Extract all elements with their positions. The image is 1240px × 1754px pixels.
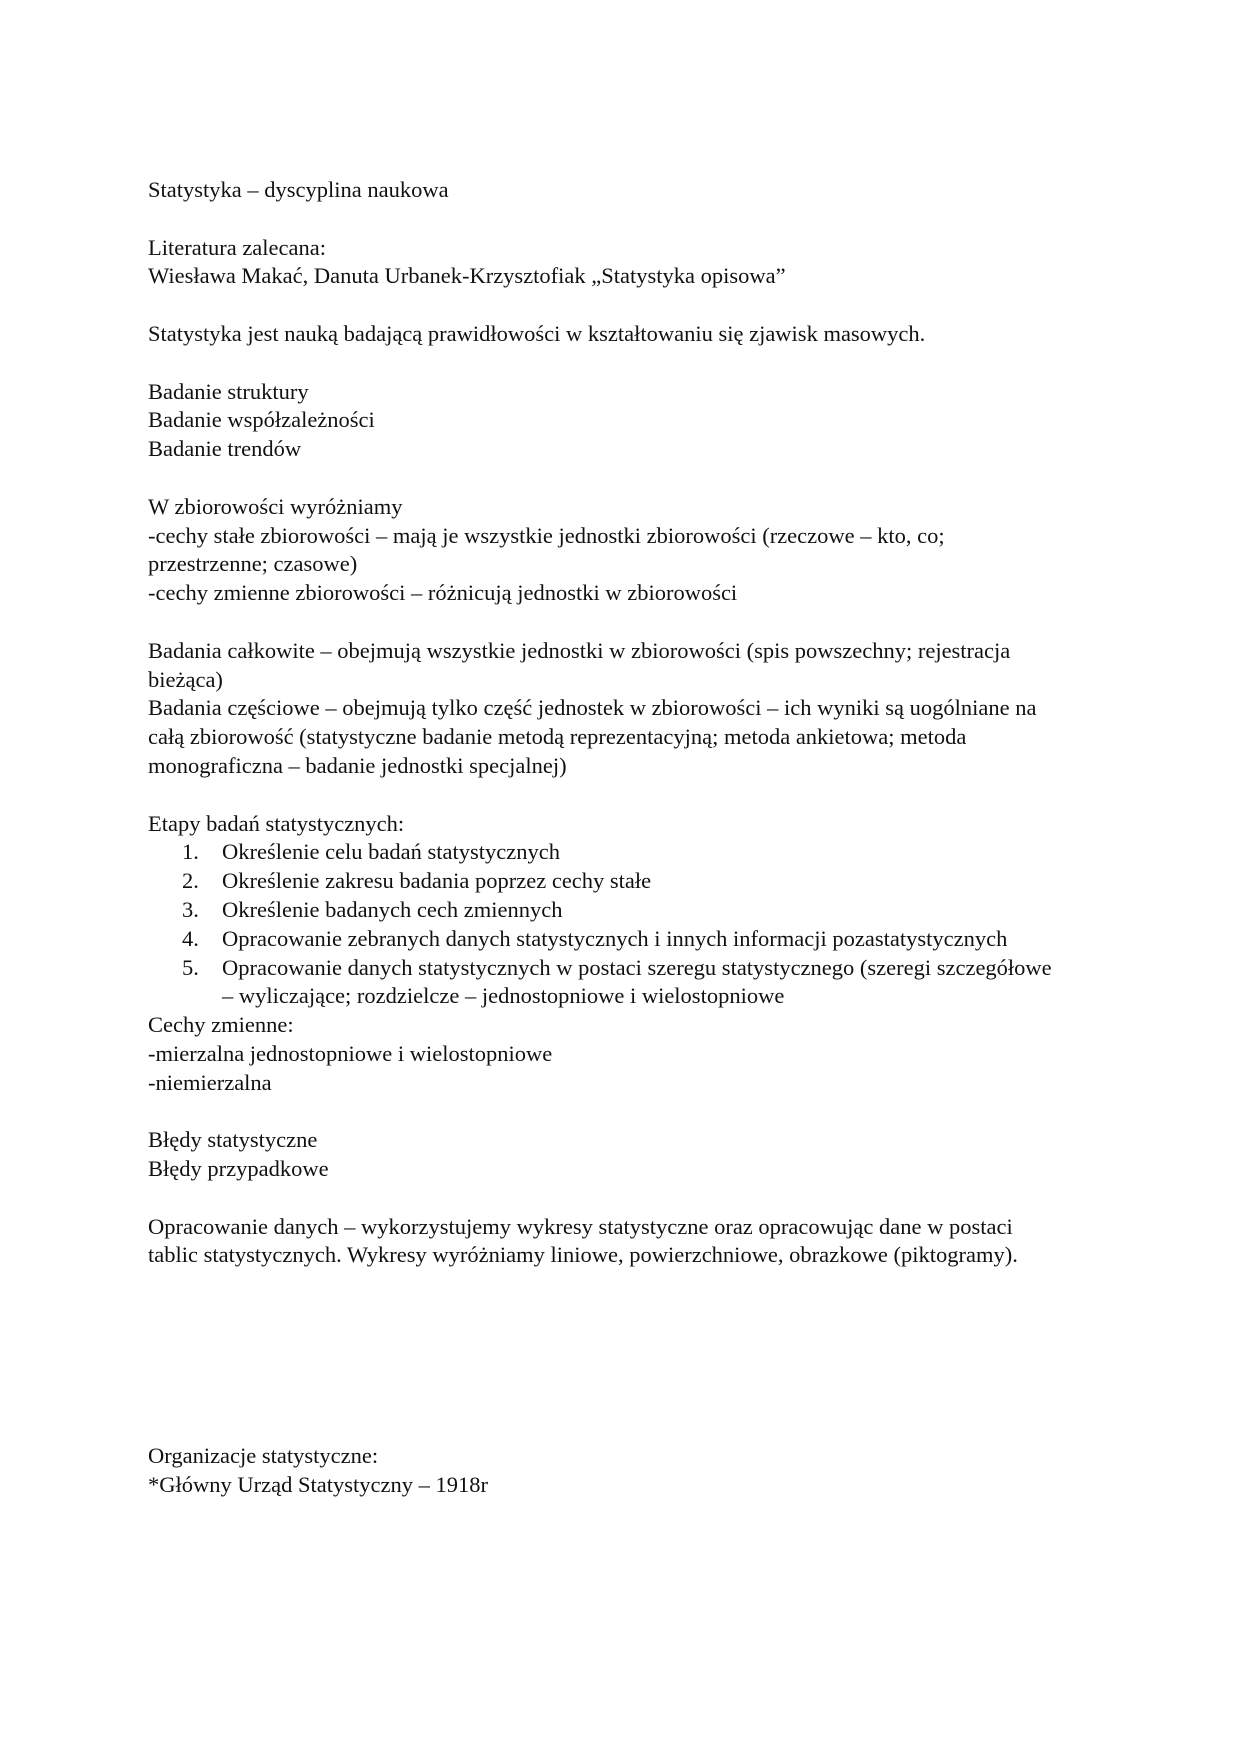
organizations-heading: Organizacje statystyczne: <box>148 1443 379 1469</box>
literature-item: Wiesława Makać, Danuta Urbanek-Krzysztofiak „Statystyka opisowa” <box>148 263 786 289</box>
document-page <box>148 176 1068 1500</box>
stage-number: 2. <box>182 868 199 894</box>
spacer <box>148 464 1068 493</box>
variable-feature-item: -mierzalna jednostopniowe i wielostopniowe <box>148 1040 553 1066</box>
document-title: Statystyka – dyscyplina naukowa <box>148 177 449 202</box>
research-type-item: Badanie trendów <box>148 436 302 462</box>
research-type-item: Badanie współzależności <box>148 407 375 433</box>
spacer <box>148 608 1068 637</box>
population-heading: W zbiorowości wyróżniamy <box>148 493 403 519</box>
research-type-item: Badanie struktury <box>148 378 309 404</box>
stage-text: Określenie celu badań statystycznych <box>222 839 560 865</box>
variable-feature-item: -niemierzalna <box>148 1069 272 1095</box>
stages-heading: Etapy badań statystycznych: <box>148 810 405 836</box>
stage-text: Określenie zakresu badania poprzez cechy stałe <box>222 868 652 894</box>
stage-item <box>148 867 1068 896</box>
error-item: Błędy przypadkowe <box>148 1156 329 1182</box>
spacer <box>148 1098 1068 1127</box>
partial-survey-text: Badania częściowe – obejmują tylko część jednostek w zbiorowości – ich wyniki są uogólniane na całą zbiorowość (statystyczne badanie metodą reprezentacyjną; metoda ankietowa; metoda monograficzna – badanie jednostki specjalnej) <box>148 695 1037 778</box>
literature-heading: Literatura zalecana: <box>148 234 326 260</box>
spacer <box>148 1270 1068 1442</box>
data-processing-text: Opracowanie danych – wykorzystujemy wykresy statystyczne oraz opracowując dane w postaci tablic statystycznych. Wykresy wyróżniamy liniowe, powierzchniowe, obrazkowe (piktogramy). <box>148 1213 1018 1268</box>
stage-item <box>148 954 1068 1012</box>
spacer <box>148 205 1068 234</box>
spacer <box>148 349 1068 378</box>
error-item: Błędy statystyczne <box>148 1127 318 1153</box>
stage-number: 5. <box>182 954 199 980</box>
stage-text: Określenie badanych cech zmiennych <box>222 896 563 922</box>
stages-list <box>148 838 1068 1011</box>
variable-features-heading: Cechy zmienne: <box>148 1012 294 1038</box>
stage-number: 3. <box>182 896 199 922</box>
stage-item <box>148 925 1068 954</box>
full-survey-text: Badania całkowite – obejmują wszystkie jednostki w zbiorowości (spis powszechny; rejestracja bieżąca) <box>148 637 1011 692</box>
spacer <box>148 291 1068 320</box>
spacer <box>148 781 1068 810</box>
stage-number: 1. <box>182 839 199 865</box>
spacer <box>148 1184 1068 1213</box>
organization-item: *Główny Urząd Statystyczny – 1918r <box>148 1472 488 1498</box>
stage-number: 4. <box>182 925 199 951</box>
variable-features-text: -cechy zmienne zbiorowości – różnicują jednostki w zbiorowości <box>148 580 738 606</box>
stage-item <box>148 896 1068 925</box>
fixed-features-text: -cechy stałe zbiorowości – mają je wszystkie jednostki zbiorowości (rzeczowe – kto, co; przestrzenne; czasowe) <box>148 522 945 577</box>
definition-text: Statystyka jest nauką badającą prawidłowości w kształtowaniu się zjawisk masowych. <box>148 320 926 346</box>
stage-item <box>148 838 1068 867</box>
stage-text: Opracowanie danych statystycznych w postaci szeregu statystycznego (szeregi szczegółowe – wyliczające; rozdzielcze – jednostopniowe i wielostopniowe <box>222 954 1052 1009</box>
stage-text: Opracowanie zebranych danych statystycznych i innych informacji pozastatystycznych <box>222 925 1008 951</box>
